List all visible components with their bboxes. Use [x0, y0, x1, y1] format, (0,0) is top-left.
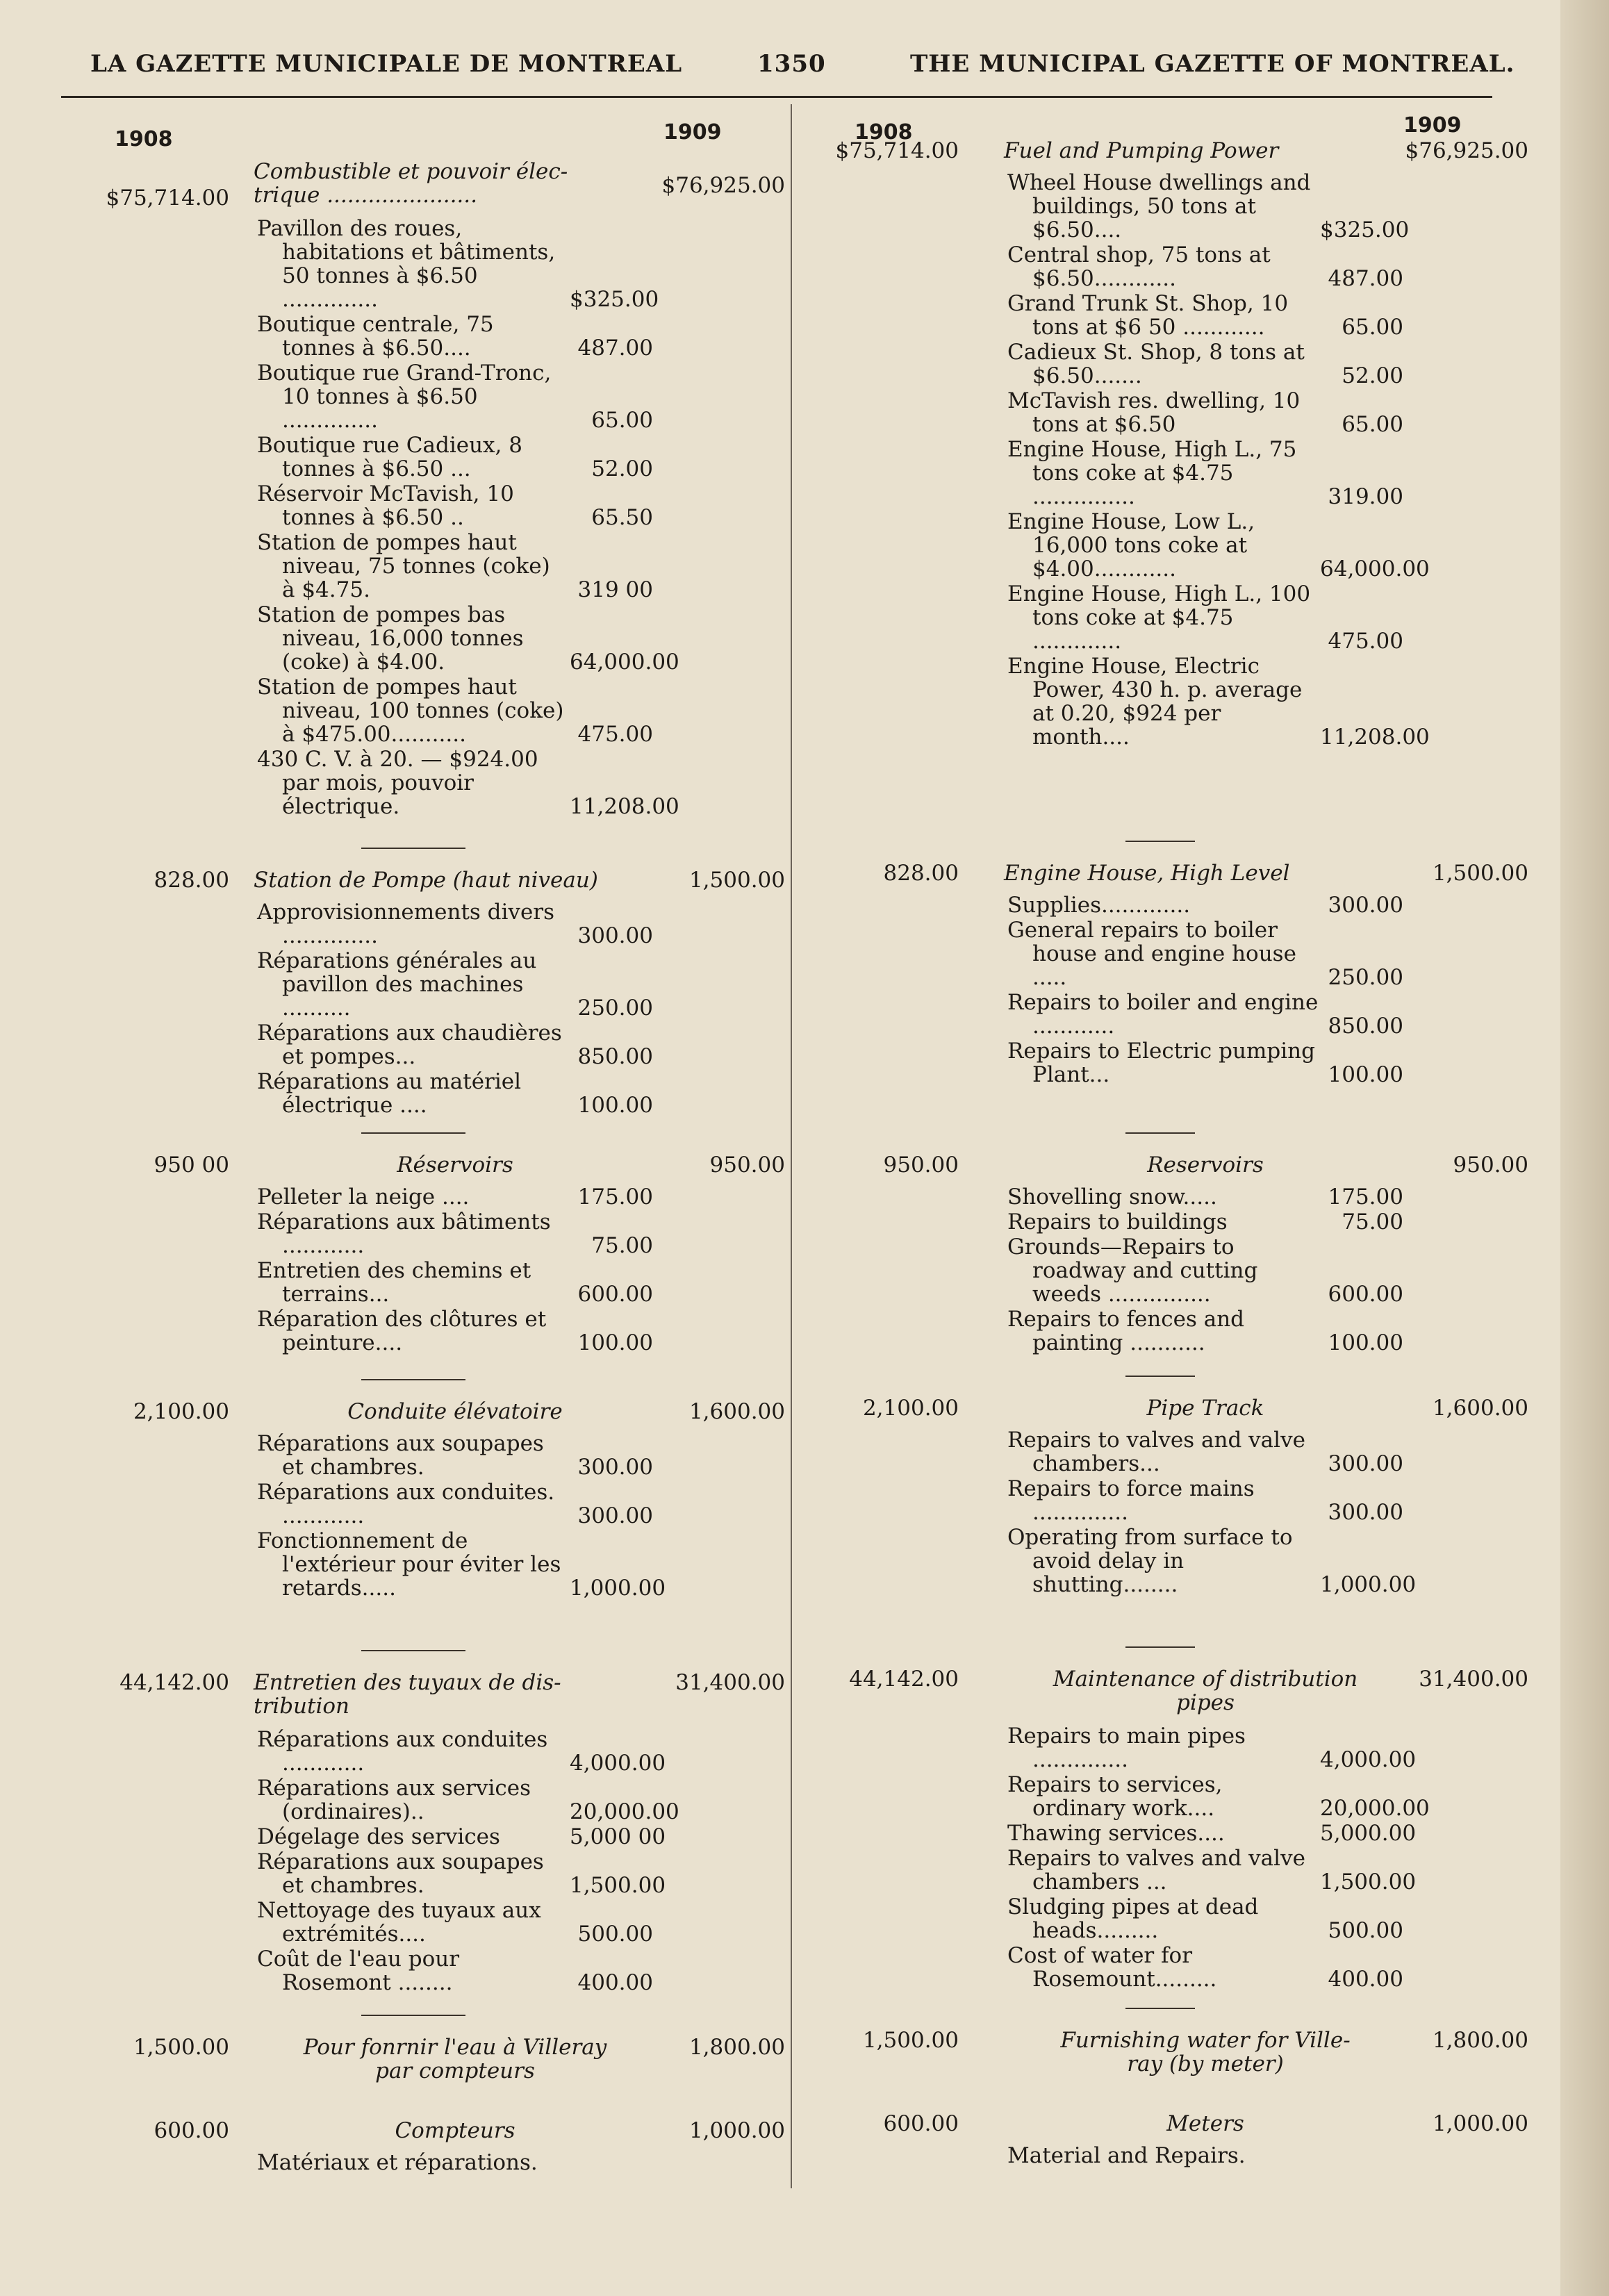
item-amount: 500.00 — [1328, 1918, 1403, 1943]
section-separator — [361, 2015, 465, 2016]
item-amount: 850.00 — [577, 1044, 653, 1069]
line-item — [257, 482, 653, 529]
amount-1909: 1,000.00 — [1432, 2111, 1528, 2136]
section-separator — [361, 1379, 465, 1380]
line-item — [1007, 582, 1403, 653]
amount-1909: 1,800.00 — [1432, 2028, 1528, 2053]
item-description: Operating from surface to avoid delay in shutting........ — [1007, 1525, 1293, 1597]
item-description: Station de pompes haut niveau, 100 tonnes (coke) à $475.00........... — [257, 675, 564, 747]
line-items — [1007, 1428, 1417, 1598]
line-item — [1007, 1235, 1403, 1306]
item-amount: 20,000.00 — [570, 1799, 679, 1824]
item-description: Réparations aux conduites. ............ — [257, 1480, 555, 1528]
line-item — [1007, 1039, 1403, 1087]
item-description: Wheel House dwellings and buildings, 50 tons at $6.50.... — [1007, 170, 1311, 242]
item-description: Repairs to buildings — [1007, 1209, 1228, 1234]
amount-1909: 950.00 — [1453, 1153, 1528, 1178]
line-item — [1007, 340, 1403, 388]
item-amount: 100.00 — [577, 1093, 653, 1118]
section-note: Matériaux et réparations. — [257, 2150, 538, 2175]
english-column — [820, 113, 1549, 2202]
item-description: Repairs to boiler and engine ............ — [1007, 990, 1319, 1039]
line-item — [257, 216, 659, 312]
section-title: Compteurs — [395, 2118, 515, 2143]
line-items — [257, 1185, 653, 1356]
section-title: Reservoirs — [1147, 1153, 1264, 1178]
item-description: Repairs to services, ordinary work.... — [1007, 1772, 1223, 1821]
item-amount: 5,000.00 — [1320, 1821, 1417, 1846]
line-item — [1007, 389, 1403, 436]
item-amount: 1,500.00 — [1320, 1869, 1417, 1894]
amount-1908: 950.00 — [883, 1153, 959, 1178]
item-description: Repairs to force mains .............. — [1007, 1476, 1255, 1525]
line-item — [257, 433, 653, 481]
item-description: Fonctionnement de l'extérieur pour éviter les retards..... — [257, 1528, 561, 1601]
item-amount: 300.00 — [1328, 893, 1403, 918]
line-items — [257, 1431, 666, 1601]
section-title: Engine House, High Level — [1004, 861, 1290, 886]
amount-1908: 600.00 — [154, 2118, 229, 2143]
line-item — [257, 602, 679, 675]
line-item — [257, 1259, 653, 1306]
line-item — [1007, 1944, 1403, 1991]
header-english-title: THE MUNICIPAL GAZETTE OF MONTREAL. — [910, 50, 1515, 78]
line-items — [257, 1727, 679, 1996]
amount-1909: $76,925.00 — [1405, 138, 1528, 163]
item-description: Boutique rue Cadieux, 8 tonnes à $6.50 ... — [257, 433, 522, 481]
line-item — [257, 1021, 653, 1068]
line-item — [257, 900, 653, 948]
section-title: Pour fonrnir l'eau à Villeray par compteurs — [303, 2035, 607, 2083]
line-item — [1007, 1846, 1417, 1894]
item-description: Station de pompes bas niveau, 16,000 tonnes (coke) à $4.00. — [257, 602, 524, 675]
item-amount: 600.00 — [577, 1282, 653, 1307]
item-description: Boutique rue Grand-Tronc, 10 tonnes à $6.50 .............. — [257, 361, 552, 433]
item-description: Réparations aux conduites ............ — [257, 1727, 548, 1776]
item-description: Approvisionnements divers .............. — [257, 900, 555, 948]
section-note: Material and Repairs. — [1007, 2143, 1246, 2168]
amount-1909: 1,500.00 — [688, 868, 785, 893]
item-amount: 600.00 — [1328, 1282, 1403, 1307]
item-amount: 300.00 — [1328, 1451, 1403, 1476]
item-description: Réparations au matériel électrique .... — [257, 1069, 522, 1118]
item-description: Réparations aux soupapes et chambres. — [257, 1849, 544, 1898]
item-amount: 5,000 00 — [570, 1824, 666, 1849]
item-amount: 300.00 — [1328, 1500, 1403, 1525]
item-description: Engine House, High L., 75 tons coke at $4.75 ............... — [1007, 437, 1297, 509]
item-amount: 250.00 — [577, 996, 653, 1021]
line-item — [257, 1899, 653, 1946]
page-number: 1350 — [757, 50, 826, 78]
section-separator — [361, 1132, 465, 1134]
scan-edge — [1560, 0, 1609, 2296]
line-item — [257, 531, 653, 602]
page-header — [69, 50, 1515, 92]
amount-1908: 828.00 — [154, 868, 229, 893]
amount-1908: 44,142.00 — [849, 1667, 959, 1692]
line-item — [257, 1947, 653, 1994]
item-amount: 319 00 — [577, 577, 653, 602]
section-separator — [1125, 841, 1195, 842]
french-column — [69, 118, 799, 2202]
item-amount: 1,000.00 — [1320, 1572, 1417, 1597]
section-separator — [1125, 1376, 1195, 1377]
amount-1909: 950.00 — [709, 1153, 785, 1178]
section-title: Pipe Track — [1146, 1396, 1264, 1421]
item-description: Réparations aux soupapes et chambres. — [257, 1431, 544, 1480]
item-description: Réparation des clôtures et peinture.... — [257, 1307, 547, 1355]
line-item — [257, 1776, 679, 1824]
item-amount: 52.00 — [591, 456, 653, 481]
section-title: Furnishing water for Ville- ray (by meter) — [1060, 2028, 1351, 2076]
line-item — [257, 1307, 653, 1355]
item-description: 430 C. V. à 20. — $924.00 par mois, pouvoir électrique. — [257, 747, 538, 819]
item-amount: 75.00 — [591, 1233, 653, 1258]
section-title: Combustible et pouvoir élec- trique ...................... — [254, 159, 568, 208]
section-title: Maintenance of distribution pipes — [1053, 1667, 1358, 1715]
line-item — [1007, 654, 1430, 750]
section-separator — [361, 1650, 465, 1651]
line-item — [1007, 509, 1430, 581]
amount-1908: 1,500.00 — [862, 2028, 959, 2053]
amount-1908: $75,714.00 — [106, 185, 229, 210]
item-description: Pavillon des roues, habitations et bâtiments, 50 tonnes à $6.50 .............. — [257, 216, 556, 312]
item-amount: 11,208.00 — [1320, 725, 1430, 750]
item-amount: $325.00 — [570, 287, 659, 312]
item-description: Repairs to valves and valve chambers ... — [1007, 1846, 1305, 1894]
year-1908-en: 1908 — [855, 120, 913, 144]
item-description: Engine House, Electric Power, 430 h. p. average at 0.20, $924 per month.... — [1007, 654, 1303, 750]
line-item — [257, 1185, 653, 1209]
line-item — [257, 1727, 666, 1776]
line-item — [257, 361, 653, 432]
line-item — [257, 1210, 653, 1257]
line-item — [1007, 918, 1403, 989]
item-amount: 487.00 — [1328, 266, 1403, 291]
item-amount: 65.50 — [591, 505, 653, 530]
item-description: Nettoyage des tuyaux aux extrémités.... — [257, 1898, 541, 1947]
item-description: Boutique centrale, 75 tonnes à $6.50.... — [257, 312, 494, 361]
item-description: Pelleter la neige .... — [257, 1184, 470, 1209]
item-amount: $325.00 — [1320, 217, 1410, 242]
section-separator — [1125, 1646, 1195, 1648]
amount-1908: $75,714.00 — [835, 138, 959, 163]
item-description: Réparations aux services (ordinaires).. — [257, 1776, 531, 1824]
line-items — [1007, 1724, 1430, 1992]
item-amount: 250.00 — [1328, 965, 1403, 990]
line-item — [1007, 1724, 1417, 1772]
line-item — [1007, 1772, 1430, 1821]
item-description: Central shop, 75 tons at $6.50............ — [1007, 242, 1271, 291]
amount-1909: 1,500.00 — [1432, 861, 1528, 886]
item-amount: 100.00 — [1328, 1330, 1403, 1355]
item-description: Shovelling snow..... — [1007, 1184, 1217, 1209]
item-description: Cadieux St. Shop, 8 tons at $6.50....... — [1007, 340, 1305, 388]
item-description: Station de pompes haut niveau, 75 tonnes (coke) à $4.75. — [257, 530, 550, 602]
item-description: Grounds—Repairs to roadway and cutting weeds ............... — [1007, 1234, 1258, 1307]
line-items — [257, 216, 679, 820]
item-amount: 65.00 — [1342, 315, 1403, 340]
item-amount: 300.00 — [577, 1503, 653, 1528]
item-description: McTavish res. dwelling, 10 tons at $6.50 — [1007, 388, 1301, 437]
item-amount: 300.00 — [577, 923, 653, 948]
line-item — [1007, 1428, 1403, 1476]
header-french-title: LA GAZETTE MUNICIPALE DE MONTREAL — [90, 50, 683, 78]
section-title: Meters — [1166, 2111, 1244, 2136]
line-item — [1007, 170, 1410, 242]
section-separator — [361, 848, 465, 849]
line-item — [257, 1070, 653, 1117]
amount-1909: 1,000.00 — [688, 2118, 785, 2143]
line-item — [1007, 893, 1403, 917]
item-amount: 75.00 — [1342, 1209, 1403, 1234]
item-amount: 487.00 — [577, 336, 653, 361]
item-description: Repairs to main pipes .............. — [1007, 1724, 1246, 1772]
item-amount: 64,000.00 — [570, 650, 679, 675]
line-item — [1007, 1477, 1403, 1524]
section-title: Entretien des tuyaux de dis- tribution — [254, 1670, 561, 1719]
item-description: Dégelage des services — [257, 1824, 500, 1849]
line-item — [257, 747, 679, 819]
item-description: Entretien des chemins et terrains... — [257, 1258, 531, 1307]
item-amount: 500.00 — [577, 1922, 653, 1947]
amount-1908: 2,100.00 — [862, 1396, 959, 1421]
line-item — [257, 1480, 653, 1528]
line-item — [1007, 438, 1403, 509]
line-item — [257, 1824, 666, 1849]
amount-1909: 1,800.00 — [688, 2035, 785, 2060]
amount-1909: 31,400.00 — [675, 1670, 785, 1695]
item-description: Engine House, Low L., 16,000 tons coke at $4.00............ — [1007, 509, 1255, 581]
year-1909-en: 1909 — [1403, 113, 1462, 138]
section-separator — [1125, 2008, 1195, 2009]
line-item — [1007, 1821, 1417, 1846]
item-amount: 175.00 — [1328, 1184, 1403, 1209]
item-description: Réservoir McTavish, 10 tonnes à $6.50 .. — [257, 481, 514, 530]
item-amount: 11,208.00 — [570, 794, 679, 819]
section-title: Réservoirs — [397, 1153, 513, 1178]
line-item — [1007, 292, 1403, 339]
item-amount: 4,000.00 — [1320, 1747, 1417, 1772]
line-item — [1007, 1525, 1417, 1597]
amount-1909: 1,600.00 — [688, 1399, 785, 1424]
line-item — [1007, 1185, 1403, 1209]
item-amount: 300.00 — [577, 1455, 653, 1480]
item-amount: 400.00 — [1328, 1967, 1403, 1992]
amount-1908: 600.00 — [883, 2111, 959, 2136]
item-description: Cost of water for Rosemount......... — [1007, 1943, 1217, 1992]
year-1908-fr: 1908 — [115, 127, 173, 151]
item-amount: 475.00 — [1328, 629, 1403, 654]
item-description: Engine House, High L., 100 tons coke at $4.75 ............. — [1007, 581, 1311, 654]
line-items — [1007, 1185, 1403, 1356]
item-amount: 65.00 — [591, 408, 653, 433]
line-item — [257, 675, 653, 746]
amount-1909: $76,925.00 — [661, 173, 785, 198]
header-rule — [61, 96, 1492, 98]
item-description: Repairs to Electric pumping Plant... — [1007, 1039, 1315, 1087]
item-amount: 52.00 — [1342, 363, 1403, 388]
item-description: Thawing services.... — [1007, 1821, 1225, 1846]
amount-1908: 950 00 — [154, 1153, 229, 1178]
line-items — [1007, 893, 1403, 1088]
item-amount: 400.00 — [577, 1970, 653, 1995]
item-description: Réparations générales au pavillon des machines .......... — [257, 948, 537, 1021]
amount-1909: 31,400.00 — [1419, 1667, 1528, 1692]
section-separator — [1125, 1132, 1195, 1134]
line-item — [257, 1432, 653, 1479]
amount-1908: 2,100.00 — [133, 1399, 229, 1424]
section-title: Station de Pompe (haut niveau) — [254, 868, 598, 893]
item-amount: 1,000.00 — [570, 1576, 666, 1601]
item-description: Coût de l'eau pour Rosemont ........ — [257, 1947, 460, 1995]
item-amount: 100.00 — [577, 1330, 653, 1355]
item-amount: 319.00 — [1328, 484, 1403, 509]
section-title: Conduite élévatoire — [347, 1399, 563, 1424]
item-description: Supplies............. — [1007, 893, 1191, 918]
line-items — [257, 900, 653, 1118]
line-item — [257, 949, 653, 1020]
line-item — [1007, 1210, 1403, 1234]
item-amount: 100.00 — [1328, 1062, 1403, 1087]
item-amount: 64,000.00 — [1320, 556, 1430, 581]
item-description: Repairs to fences and painting ........... — [1007, 1307, 1245, 1355]
item-amount: 4,000.00 — [570, 1751, 666, 1776]
item-amount: 175.00 — [577, 1184, 653, 1209]
amount-1908: 44,142.00 — [119, 1670, 229, 1695]
item-description: Sludging pipes at dead heads......... — [1007, 1894, 1259, 1943]
line-item — [257, 313, 653, 360]
item-amount: 65.00 — [1342, 412, 1403, 437]
item-description: General repairs to boiler house and engine house ..... — [1007, 918, 1296, 990]
item-description: Repairs to valves and valve chambers... — [1007, 1428, 1305, 1476]
item-amount: 475.00 — [577, 722, 653, 747]
item-amount: 850.00 — [1328, 1014, 1403, 1039]
section-title: Fuel and Pumping Power — [1004, 138, 1279, 163]
line-item — [1007, 243, 1403, 290]
line-item — [1007, 1895, 1403, 1942]
line-item — [257, 1528, 666, 1601]
item-description: Grand Trunk St. Shop, 10 tons at $6 50 ............ — [1007, 291, 1289, 340]
item-amount: 1,500.00 — [570, 1873, 666, 1898]
amount-1908: 828.00 — [883, 861, 959, 886]
line-items — [1007, 170, 1430, 750]
item-amount: 20,000.00 — [1320, 1796, 1430, 1821]
line-item — [1007, 991, 1403, 1038]
item-description: Réparations aux bâtiments ............ — [257, 1209, 551, 1258]
line-item — [1007, 1307, 1403, 1355]
amount-1909: 1,600.00 — [1432, 1396, 1528, 1421]
amount-1908: 1,500.00 — [133, 2035, 229, 2060]
item-description: Réparations aux chaudières et pompes... — [257, 1021, 562, 1069]
line-item — [257, 1849, 666, 1898]
year-1909-fr: 1909 — [663, 120, 722, 144]
